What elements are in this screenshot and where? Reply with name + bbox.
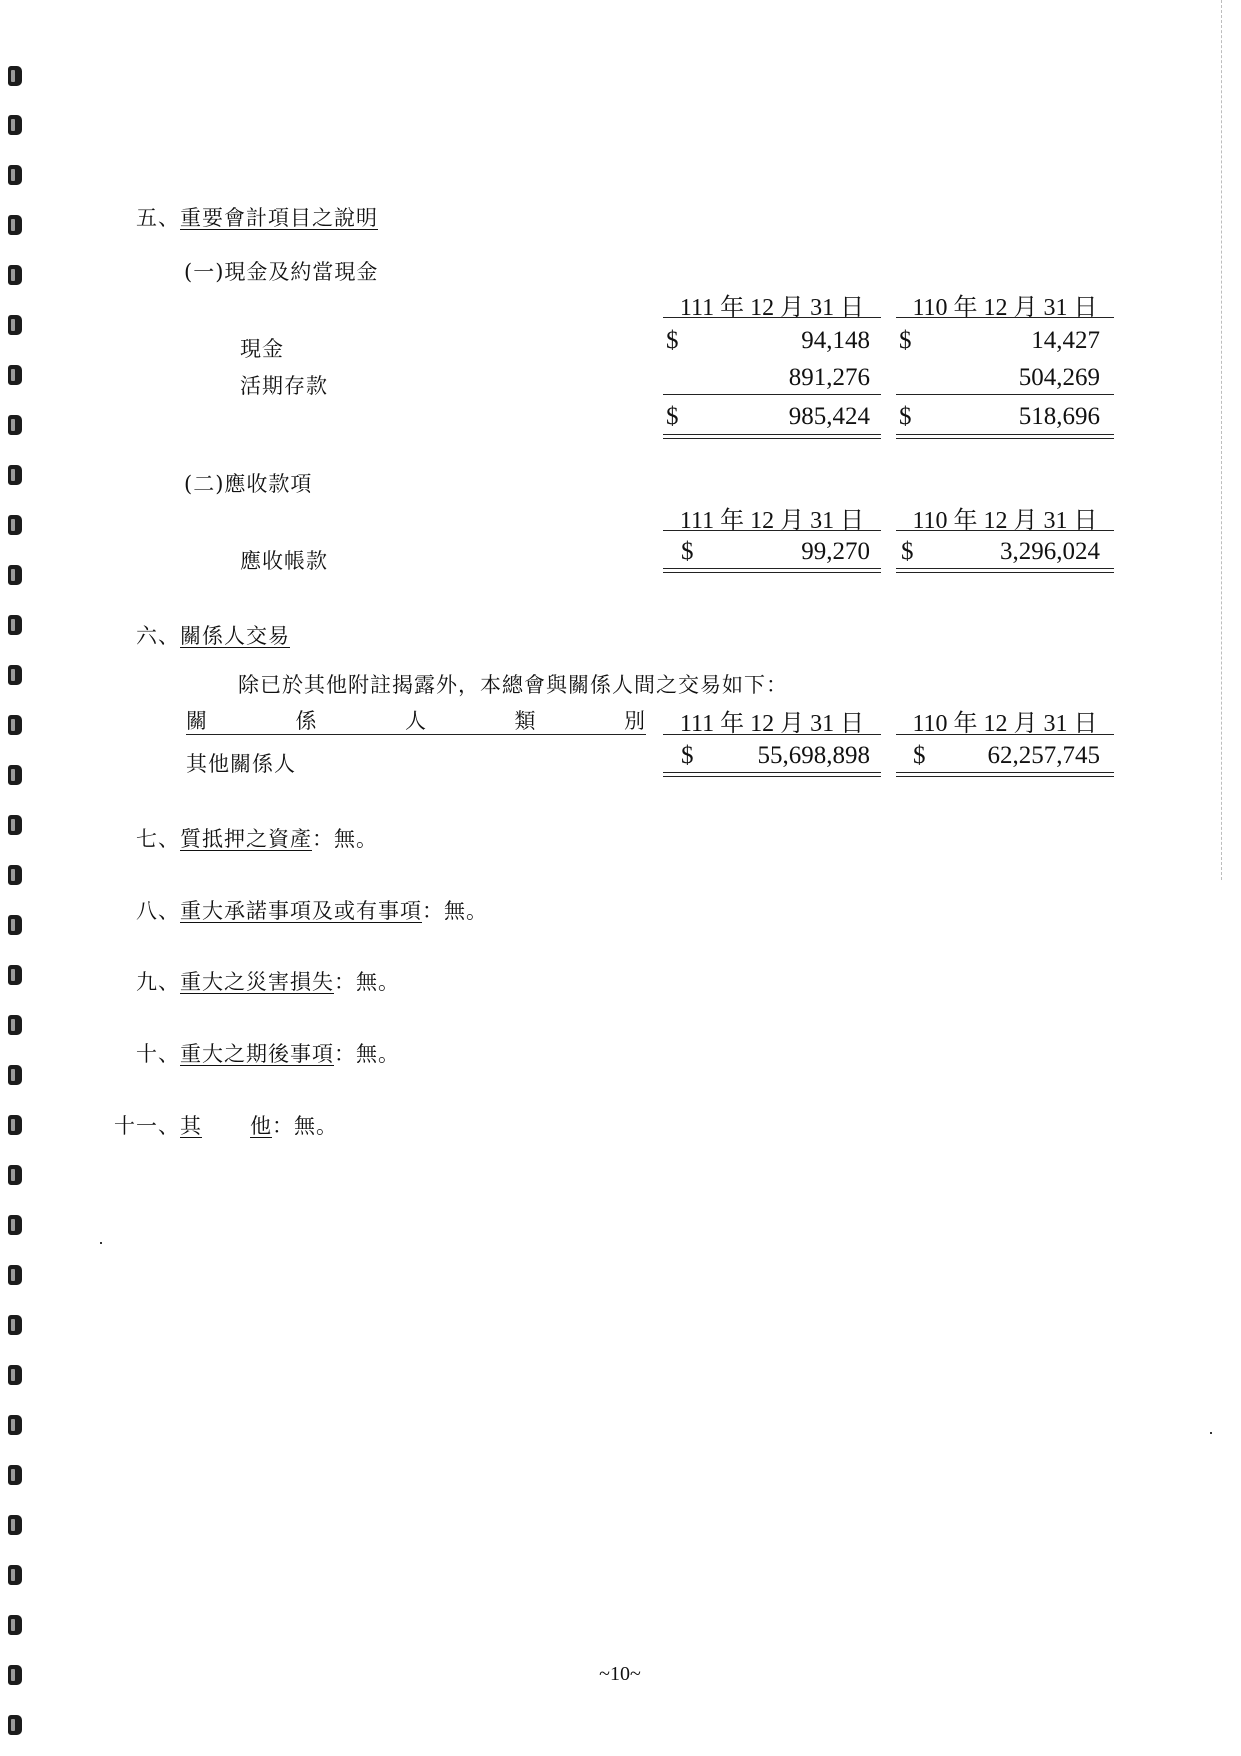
col-label-char: 別 [624,709,646,733]
binding-hole [8,1365,22,1385]
section-10-title: 重大之期後事項 [180,1042,334,1066]
receivable-col-header-110: 110 年 12 月 31 日 [912,508,1098,534]
total-double-rule [663,434,881,439]
binding-hole [8,1615,22,1635]
section-11-value: ：無。 [272,1114,338,1138]
related-header-rule [186,734,646,735]
related-header-rule [663,734,881,735]
section-10 [136,1038,400,1068]
currency-symbol: $ [913,742,926,769]
section-9-title: 重大之災害損失 [180,970,334,994]
cash-header-rule [896,317,1114,318]
related-party-col-label [186,705,646,735]
section-9-value: ：無。 [334,970,400,994]
currency-symbol: $ [666,403,679,430]
currency-symbol: $ [899,327,912,354]
binding-hole [8,215,22,235]
page-number: ~10~ [599,1663,641,1685]
currency-symbol: $ [681,538,694,565]
section-8 [136,895,488,925]
section-7-number: 七、 [136,827,180,851]
receivable-heading: (二)應收款項 [184,472,313,496]
section-10-value: ：無。 [334,1042,400,1066]
col-label-char: 類 [514,709,537,733]
binding-hole [8,815,22,835]
binding-hole [8,1465,22,1485]
binding-hole [8,1265,22,1285]
section-8-number: 八、 [136,899,180,923]
binding-hole [8,1315,22,1335]
col-label-char: 關 [186,709,208,733]
section-11-title-part: 其 [180,1114,202,1138]
section-6-heading [136,620,290,650]
total-double-rule [896,568,1114,573]
cash-total-110: 518,696 [1018,403,1100,430]
related-party-value-111: 55,698,898 [757,742,870,769]
binding-hole [8,1065,22,1085]
section-11-title [180,1114,272,1138]
section-9 [136,966,400,996]
binding-hole [8,765,22,785]
binding-hole [8,1715,22,1735]
speck [1210,1432,1212,1434]
binding-hole [8,165,22,185]
cash-value-110: 14,427 [1031,327,1100,354]
currency-symbol: $ [666,327,679,354]
section-8-value: ：無。 [422,899,488,923]
cash-value-111: 94,148 [801,327,870,354]
related-party-value-110: 62,257,745 [987,742,1100,769]
total-double-rule [896,434,1114,439]
cash-heading: (一)現金及約當現金 [184,260,379,284]
binding-hole [8,965,22,985]
binding-hole [8,565,22,585]
binding-hole [8,1565,22,1585]
demand-deposit-value-111: 891,276 [788,364,870,391]
demand-deposit-label: 活期存款 [240,374,328,398]
binding-hole [8,1215,22,1235]
section-11-number: 十一、 [114,1114,180,1138]
section-5-number: 五、 [136,206,180,230]
col-label-char: 人 [405,709,427,733]
binding-hole [8,1165,22,1185]
binding-hole [8,1015,22,1035]
binding-hole [8,66,22,86]
section-7-title: 質抵押之資產 [180,827,312,851]
related-header-rule [896,734,1114,735]
other-related-party-label: 其他關係人 [186,752,296,776]
subtotal-rule [896,394,1114,395]
receivable-header-rule [896,530,1114,531]
total-double-rule [663,568,881,573]
binding-hole [8,515,22,535]
binding-hole [8,915,22,935]
binding-hole [8,1415,22,1435]
currency-symbol: $ [681,742,694,769]
demand-deposit-value-110: 504,269 [1018,364,1100,391]
section-5-title: 重要會計項目之說明 [180,206,378,230]
binding-hole [8,315,22,335]
related-col-header-110: 110 年 12 月 31 日 [912,711,1098,737]
total-double-rule [896,772,1114,777]
currency-symbol: $ [899,403,912,430]
currency-symbol: $ [901,538,914,565]
binding-hole [8,715,22,735]
binding-hole [8,865,22,885]
section-6-number: 六、 [136,624,180,648]
related-col-header-111: 111 年 12 月 31 日 [679,711,865,737]
binding-hole [8,115,22,135]
section-7-value: ：無。 [312,827,378,851]
subtotal-rule [663,394,881,395]
accounts-receivable-value-110: 3,296,024 [1000,538,1100,565]
binding-hole [8,365,22,385]
binding-hole [8,615,22,635]
receivable-col-header-111: 111 年 12 月 31 日 [679,508,865,534]
section-5-heading [136,202,378,232]
accounts-receivable-value-111: 99,270 [801,538,870,565]
binding-hole [8,665,22,685]
receivable-header-rule [663,530,881,531]
section-6-title: 關係人交易 [180,624,290,648]
cash-col-header-110: 110 年 12 月 31 日 [912,295,1098,321]
cash-total-111: 985,424 [788,403,870,430]
section-11 [114,1110,338,1140]
binding-hole [8,1115,22,1135]
binding-hole [8,1665,22,1685]
binding-hole [8,415,22,435]
speck [100,1242,102,1244]
section-9-number: 九、 [136,970,180,994]
accounts-receivable-label: 應收帳款 [240,549,328,573]
related-party-intro: 除已於其他附註揭露外，本總會與關係人間之交易如下： [238,673,788,697]
section-8-title: 重大承諾事項及或有事項 [180,899,422,923]
section-10-number: 十、 [136,1042,180,1066]
cash-col-header-111: 111 年 12 月 31 日 [679,295,865,321]
col-label-char: 係 [295,709,318,733]
section-7 [136,823,378,853]
cash-row-label: 現金 [240,337,284,361]
page-edge-mark [1221,0,1223,880]
binding-hole [8,1515,22,1535]
total-double-rule [663,772,881,777]
section-11-title-part: 他 [250,1114,272,1138]
cash-header-rule [663,317,881,318]
binding-hole [8,465,22,485]
binding-hole [8,265,22,285]
